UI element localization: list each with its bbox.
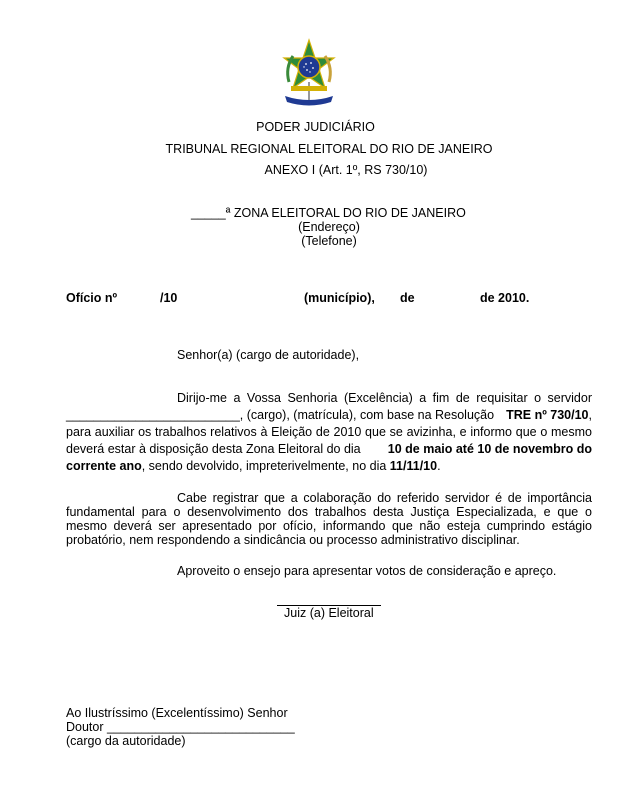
- closing-text: Aproveito o ensejo para apresentar votos de consideração e apreço.: [177, 564, 557, 578]
- signature-line: [277, 592, 381, 606]
- salutation: Senhor(a) (cargo de autoridade),: [177, 348, 360, 362]
- header-line-3: ANEXO I (Art. 1º, RS 730/10): [264, 163, 428, 177]
- para1-line-4: [66, 442, 592, 456]
- oficio-year: de 2010.: [480, 291, 530, 305]
- oficio-number: /10: [160, 291, 178, 305]
- oficio-de: de: [400, 291, 415, 305]
- return-date: 11/11/10: [389, 459, 438, 473]
- para1-period: .: [437, 459, 441, 473]
- signature-title: Juiz (a) Eleitoral: [284, 606, 374, 620]
- zone-title: _____ª ZONA ELEITORAL DO RIO DE JANEIRO: [191, 206, 466, 220]
- addressee-line-1: Ao Ilustríssimo (Excelentíssimo) Senhor: [66, 706, 288, 720]
- para2-line-4: probatório, nem respondendo a sindicância ou processo administrativo disciplinar.: [66, 533, 520, 547]
- oficio-label: Ofício nº: [66, 291, 118, 305]
- para1-line-5: [66, 459, 441, 473]
- para1-line-3: para auxiliar os trabalhos relativos à Eleição de 2010 que se avizinha, e informo que o mesmo: [66, 425, 592, 439]
- para1-line-2: [66, 408, 592, 422]
- para1-line-4-text: deverá estar à disposição desta Zona Eleitoral do dia: [66, 442, 361, 456]
- resolution-ref: TRE nº 730/10: [506, 408, 589, 422]
- addressee-line-2: Doutor ___________________________: [66, 720, 295, 734]
- addressee-line-3: (cargo da autoridade): [66, 734, 186, 748]
- zone-phone: (Telefone): [301, 234, 357, 248]
- para1-comma: ,: [588, 408, 592, 422]
- oficio-municipality: (município),: [304, 291, 375, 305]
- period-dates: 10 de maio até 10 de novembro do: [387, 442, 592, 456]
- para1-line-1: Dirijo-me a Vossa Senhoria (Excelência) a fim de requisitar o servidor: [177, 391, 592, 405]
- para1-line-5-text: , sendo devolvido, impreterivelmente, no dia: [141, 459, 387, 473]
- current-year-text: corrente ano: [66, 459, 142, 473]
- header-line-1: PODER JUDICIÁRIO: [256, 120, 375, 134]
- para2-line-2: fundamental para o desenvolvimento dos trabalhos desta Justiça Especializada, e que o: [66, 505, 592, 519]
- para2-line-3: mesmo deverá ser apresentado por ofício, informando que não esteja cumprindo estágio: [66, 519, 592, 533]
- para2-line-1: Cabe registrar que a colaboração do referido servidor é de importância: [177, 491, 592, 505]
- zone-address: (Endereço): [298, 220, 360, 234]
- header-line-2: TRIBUNAL REGIONAL ELEITORAL DO RIO DE JANEIRO: [165, 142, 493, 156]
- para1-line-2-text: _________________________, (cargo), (matrícula), com base na Resolução: [66, 408, 495, 422]
- coat-of-arms-icon: [281, 38, 337, 110]
